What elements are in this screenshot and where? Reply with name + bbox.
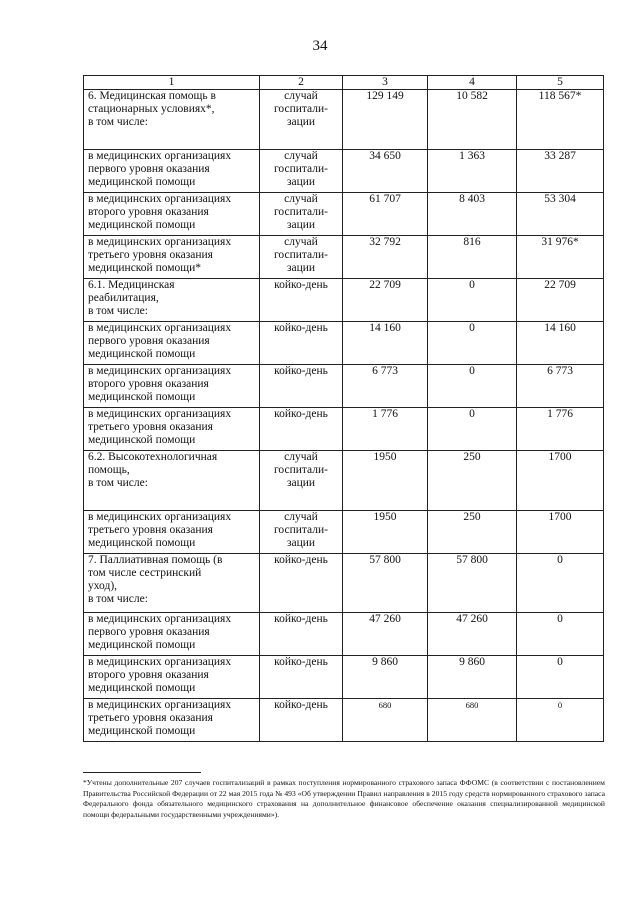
- table-row: [84, 613, 604, 656]
- data-table: [83, 75, 604, 742]
- unit-cell: койко-день: [260, 408, 343, 451]
- unit-cell: койко-день: [260, 554, 343, 613]
- value-cell: 1 363: [428, 150, 517, 193]
- table-row: [84, 511, 604, 554]
- value-cell: 33 287: [517, 150, 604, 193]
- table-row: [84, 408, 604, 451]
- value-cell: 1700: [517, 451, 604, 511]
- value-cell: 31 976*: [517, 236, 604, 279]
- value-cell: 14 160: [343, 322, 428, 365]
- value-cell: 34 650: [343, 150, 428, 193]
- value-cell: 1950: [343, 451, 428, 511]
- row-label: в медицинских организациях третьего уровня оказания медицинской помощи: [84, 699, 260, 742]
- row-label: в медицинских организациях третьего уровня оказания медицинской помощи: [84, 408, 260, 451]
- table-row: [84, 279, 604, 322]
- table-row: [84, 150, 604, 193]
- table-row: [84, 451, 604, 511]
- unit-cell: койко-день: [260, 322, 343, 365]
- unit-cell: случай госпитали- зации: [260, 90, 343, 150]
- table-row: [84, 322, 604, 365]
- unit-cell: койко-день: [260, 656, 343, 699]
- value-cell: 9 860: [428, 656, 517, 699]
- value-cell: 1700: [517, 511, 604, 554]
- unit-cell: случай госпитали- зации: [260, 451, 343, 511]
- row-label: 6.2. Высокотехнологичная помощь, в том числе:: [84, 451, 260, 511]
- table-row: [84, 554, 604, 613]
- value-cell: 22 709: [343, 279, 428, 322]
- row-label: 6.1. Медицинская реабилитация, в том числе:: [84, 279, 260, 322]
- table-row: [84, 236, 604, 279]
- row-label: в медицинских организациях второго уровня оказания медицинской помощи: [84, 365, 260, 408]
- header-cell-1: 1: [84, 76, 260, 90]
- value-cell: 0: [428, 365, 517, 408]
- value-cell: 0: [517, 554, 604, 613]
- unit-cell: койко-день: [260, 279, 343, 322]
- header-cell-3: 3: [343, 76, 428, 90]
- value-cell: 250: [428, 451, 517, 511]
- row-label: в медицинских организациях третьего уровня оказания медицинской помощи: [84, 511, 260, 554]
- table-row: [84, 90, 604, 150]
- value-cell: 118 567*: [517, 90, 604, 150]
- value-cell: 6 773: [517, 365, 604, 408]
- value-cell: 0: [428, 279, 517, 322]
- value-cell: 0: [517, 613, 604, 656]
- unit-cell: случай госпитали- зации: [260, 193, 343, 236]
- row-label: в медицинских организациях первого уровня оказания медицинской помощи: [84, 150, 260, 193]
- value-cell: 22 709: [517, 279, 604, 322]
- row-label: в медицинских организациях третьего уровня оказания медицинской помощи*: [84, 236, 260, 279]
- value-cell: 129 149: [343, 90, 428, 150]
- row-label: в медицинских организациях первого уровня оказания медицинской помощи: [84, 322, 260, 365]
- unit-cell: случай госпитали- зации: [260, 150, 343, 193]
- value-cell: 47 260: [428, 613, 517, 656]
- header-cell-5: 5: [517, 76, 604, 90]
- value-cell: 1950: [343, 511, 428, 554]
- row-label: в медицинских организациях первого уровня оказания медицинской помощи: [84, 613, 260, 656]
- unit-cell: койко-день: [260, 699, 343, 742]
- row-label: в медицинских организациях второго уровня оказания медицинской помощи: [84, 656, 260, 699]
- table-row: [84, 656, 604, 699]
- footnote-divider: [83, 772, 201, 773]
- value-cell: 680: [343, 699, 428, 742]
- value-cell: 680: [428, 699, 517, 742]
- unit-cell: случай госпитали- зации: [260, 511, 343, 554]
- value-cell: 8 403: [428, 193, 517, 236]
- footnote: *Учтены дополнительные 207 случаев госпитализаций в рамках поступления нормированного страхового запаса ФФОМС (в соответствии с постановлением Правительства Российской Федерации от 22 мая 2015 года № 493 «Об утверждении Правил направления в 2015 году средств нормированного страхового запаса Федерального фонда обязательного медицинского страхования на дополнительное финансовое обеспечение оказания специализированной медицинской помощи федеральными государственными учреждениями»).: [83, 778, 605, 819]
- value-cell: 0: [428, 408, 517, 451]
- value-cell: 53 304: [517, 193, 604, 236]
- value-cell: 57 800: [428, 554, 517, 613]
- unit-cell: койко-день: [260, 365, 343, 408]
- value-cell: 61 707: [343, 193, 428, 236]
- value-cell: 57 800: [343, 554, 428, 613]
- value-cell: 0: [428, 322, 517, 365]
- value-cell: 10 582: [428, 90, 517, 150]
- value-cell: 47 260: [343, 613, 428, 656]
- table-row: [84, 699, 604, 742]
- value-cell: 1 776: [517, 408, 604, 451]
- header-cell-4: 4: [428, 76, 517, 90]
- value-cell: 32 792: [343, 236, 428, 279]
- value-cell: 1 776: [343, 408, 428, 451]
- value-cell: 6 773: [343, 365, 428, 408]
- row-label: в медицинских организациях второго уровня оказания медицинской помощи: [84, 193, 260, 236]
- header-cell-2: 2: [260, 76, 343, 90]
- table-row: [84, 193, 604, 236]
- value-cell: 0: [517, 656, 604, 699]
- unit-cell: койко-день: [260, 613, 343, 656]
- page-number: 34: [312, 38, 328, 54]
- table-row: [84, 365, 604, 408]
- value-cell: 250: [428, 511, 517, 554]
- value-cell: 816: [428, 236, 517, 279]
- value-cell: 9 860: [343, 656, 428, 699]
- header-row: [84, 76, 604, 90]
- unit-cell: случай госпитали- зации: [260, 236, 343, 279]
- row-label: 7. Паллиативная помощь (в том числе сестринский уход), в том числе:: [84, 554, 260, 613]
- value-cell: 0: [517, 699, 604, 742]
- value-cell: 14 160: [517, 322, 604, 365]
- row-label: 6. Медицинская помощь в стационарных условиях*, в том числе:: [84, 90, 260, 150]
